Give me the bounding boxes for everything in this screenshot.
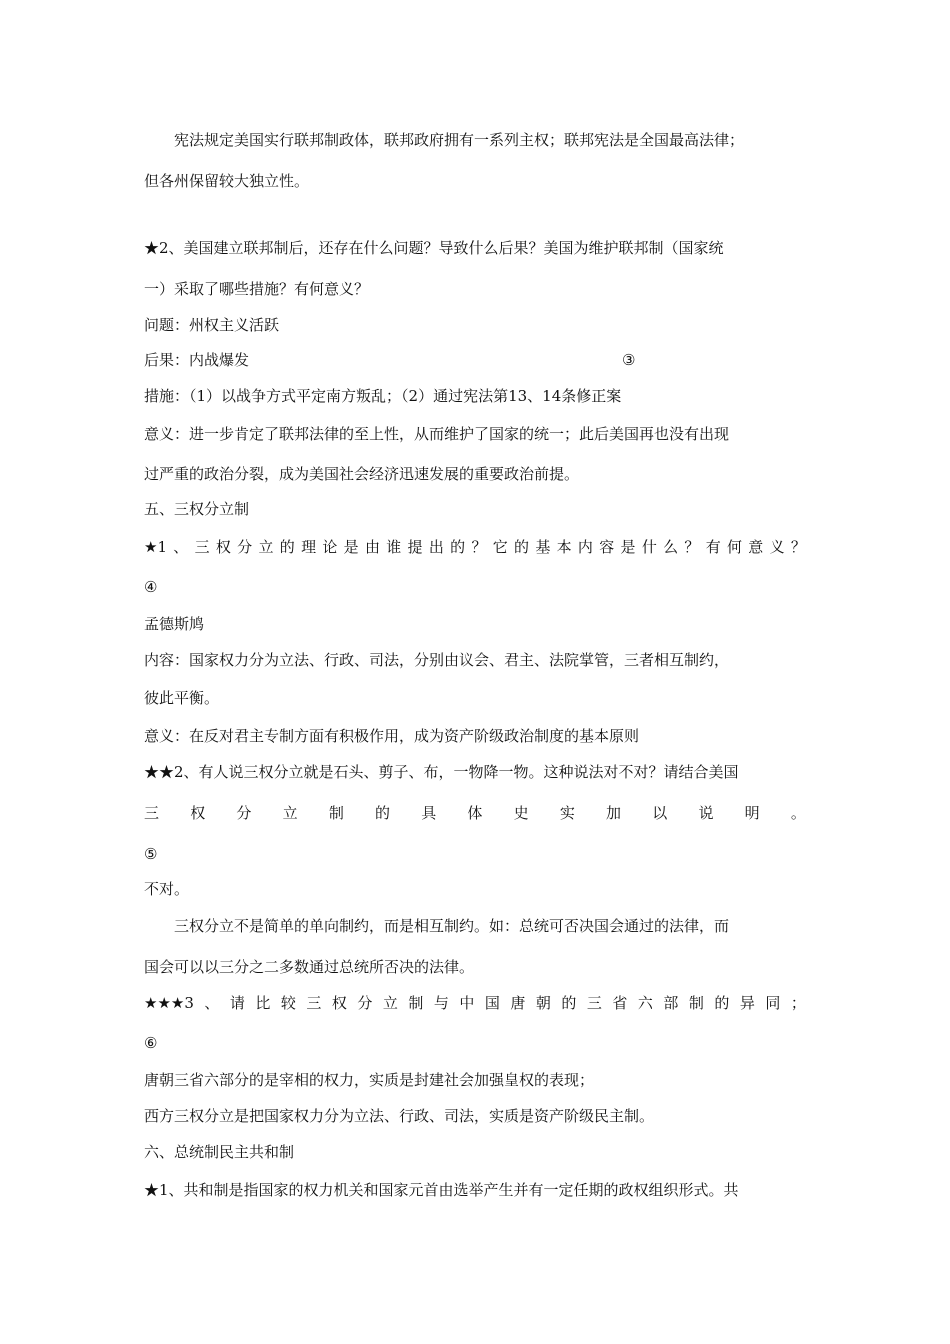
text-token: 权: [215, 538, 231, 556]
question-line-justified: [144, 537, 806, 557]
circled-number-marker: ④: [144, 578, 158, 596]
text-token: 同: [765, 994, 781, 1012]
text-token: 朝: [535, 994, 551, 1012]
question-line: ★1、共和制是指国家的权力机关和国家元首由选举产生并有一定任期的政权组织形式。共: [144, 1181, 739, 1199]
text-token: 制: [408, 994, 424, 1012]
text-token: 义: [769, 538, 785, 556]
text-token: 史: [513, 804, 529, 822]
answer-line: 问题：州权主义活跃: [144, 316, 280, 334]
text-token: 唐: [510, 994, 526, 1012]
answer-line: 三权分立不是简单的单向制约，而是相互制约。如：总统可否决国会通过的法律，而: [174, 917, 730, 935]
text-token: 论: [322, 538, 338, 556]
text-token: 立: [382, 994, 398, 1012]
answer-line: 过严重的政治分裂，成为美国社会经济迅速发展的重要政治前提。: [144, 465, 580, 483]
text-token: 与: [433, 994, 449, 1012]
text-token: 请: [229, 994, 245, 1012]
text-token: 谁: [386, 538, 402, 556]
text-token: ？: [790, 538, 806, 556]
question-line-justified: [144, 803, 806, 823]
circled-number-marker: ⑥: [144, 1034, 158, 1052]
circled-number-marker: ③: [622, 351, 636, 369]
text-token: 提: [407, 538, 423, 556]
text-token: 六: [637, 994, 653, 1012]
text-token: 以: [652, 804, 668, 822]
text-token: 、: [204, 994, 220, 1012]
text-token: 的: [514, 538, 530, 556]
text-token: 是: [620, 538, 636, 556]
text-token: ★1: [144, 538, 167, 556]
answer-line: 不对。: [144, 880, 190, 898]
question-line: ★2、美国建立联邦制后，还存在什么问题？导致什么后果？美国为维护联邦制（国家统: [144, 239, 724, 257]
text-token: 三: [586, 994, 602, 1012]
text-token: 三: [194, 538, 210, 556]
answer-line: 彼此平衡。: [144, 689, 220, 707]
text-token: ？: [684, 538, 700, 556]
answer-line: [144, 350, 806, 370]
text-token: 比: [255, 994, 271, 1012]
text-token: 明: [744, 804, 760, 822]
answer-text: 后果：内战爆发: [144, 351, 250, 369]
text-token: 较: [280, 994, 296, 1012]
text-token: 的: [561, 994, 577, 1012]
text-token: 的: [279, 538, 295, 556]
text-token: 基: [535, 538, 551, 556]
text-token: 是: [343, 538, 359, 556]
text-token: 国: [484, 994, 500, 1012]
text-token: 说: [698, 804, 714, 822]
answer-line: 国会可以以三分之二多数通过总统所否决的法律。: [144, 958, 475, 976]
answer-line: 意义：进一步肯定了联邦法律的至上性，从而维护了国家的统一；此后美国再也没有出现: [144, 425, 730, 443]
question-line: ★★2、有人说三权分立就是石头、剪子、布，一物降一物。这种说法对不对？请结合美国: [144, 763, 739, 781]
text-token: 体: [467, 804, 483, 822]
text-token: 。: [790, 804, 806, 822]
text-token: 分: [237, 538, 253, 556]
text-token: 权: [331, 994, 347, 1012]
text-token: 容: [599, 538, 615, 556]
text-token: 的: [375, 804, 391, 822]
text-token: 理: [301, 538, 317, 556]
text-token: 三: [144, 804, 160, 822]
section-heading: 五、三权分立制: [144, 500, 250, 518]
answer-line: 西方三权分立是把国家权力分为立法、行政、司法，实质是资产阶级民主制。: [144, 1107, 655, 1125]
text-token: 加: [606, 804, 622, 822]
text-token: 立: [258, 538, 274, 556]
text-token: 它: [492, 538, 508, 556]
answer-line: 孟德斯鸠: [144, 615, 205, 633]
answer-line: 措施：（1）以战争方式平定南方叛乱；（2）通过宪法第13、14条修正案: [144, 387, 622, 405]
text-token: 分: [236, 804, 252, 822]
answer-line: 意义：在反对君主专制方面有积极作用，成为资产阶级政治制度的基本原则: [144, 727, 640, 745]
text-token: 分: [357, 994, 373, 1012]
text-token: ；: [790, 994, 806, 1012]
text-token: 具: [421, 804, 437, 822]
text-token: 制: [328, 804, 344, 822]
text-token: 的: [450, 538, 466, 556]
text-token: 的: [714, 994, 730, 1012]
text-token: 有: [705, 538, 721, 556]
text-token: 实: [559, 804, 575, 822]
text-token: 、: [173, 538, 189, 556]
text-token: 内: [577, 538, 593, 556]
text-token: 由: [364, 538, 380, 556]
answer-line: 内容：国家权力分为立法、行政、司法，分别由议会、君主、法院掌管，三者相互制约，: [144, 651, 730, 669]
text-token: 权: [190, 804, 206, 822]
question-line-justified: [144, 993, 806, 1013]
text-token: 出: [428, 538, 444, 556]
text-token: 么: [663, 538, 679, 556]
text-token: 立: [282, 804, 298, 822]
text-token: 意: [748, 538, 764, 556]
text-token: ？: [471, 538, 487, 556]
text-token: 部: [663, 994, 679, 1012]
section-heading: 六、总统制民主共和制: [144, 1143, 295, 1161]
text-token: 什: [641, 538, 657, 556]
text-token: 中: [459, 994, 475, 1012]
text-token: 本: [556, 538, 572, 556]
text-token: 省: [612, 994, 628, 1012]
paragraph-line: 宪法规定美国实行联邦制政体，联邦政府拥有一系列主权；联邦宪法是全国最高法律；: [174, 131, 745, 149]
question-line: 一）采取了哪些措施？有何意义？: [144, 280, 370, 298]
text-token: ★★★3: [144, 994, 194, 1012]
circled-number-marker: ⑤: [144, 845, 158, 863]
answer-line: 唐朝三省六部分的是宰相的权力，实质是封建社会加强皇权的表现；: [144, 1071, 595, 1089]
text-token: 异: [739, 994, 755, 1012]
paragraph-line: 但各州保留较大独立性。: [144, 172, 310, 190]
text-token: 三: [306, 994, 322, 1012]
text-token: 制: [688, 994, 704, 1012]
text-token: 何: [727, 538, 743, 556]
